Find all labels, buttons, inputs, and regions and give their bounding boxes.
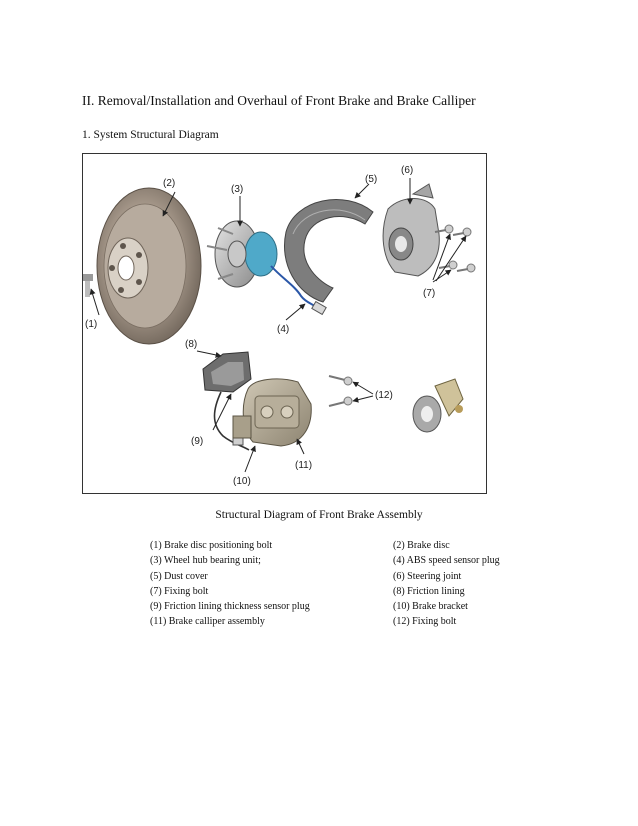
legend-item: (9) Friction lining thickness sensor plug [150, 601, 310, 613]
legend-item: (1) Brake disc positioning bolt [150, 540, 273, 551]
callout-7: (7) [423, 288, 436, 299]
legend-item: (12) Fixing bolt [393, 616, 457, 628]
legend-item: (11) Brake calliper assembly [150, 616, 265, 628]
exploded-brake-illustration [83, 154, 487, 494]
callout-3: (3) [231, 184, 244, 195]
wheel-hub-bearing-part [207, 221, 277, 287]
callout-12: (12) [375, 390, 393, 401]
callout-6: (6) [401, 165, 414, 176]
section-title: II. Removal/Installation and Overhaul of Front Brake and Brake Calliper [82, 93, 476, 108]
callout-4: (4) [277, 324, 290, 335]
callout-2: (2) [163, 178, 176, 189]
brake-calliper-assembly-part [233, 379, 311, 446]
fixing-bolts-part [435, 225, 475, 272]
legend-item: (4) ABS speed sensor plug [393, 555, 500, 567]
legend-item: (2) Brake disc [393, 540, 450, 551]
legend-item: (8) Friction lining [393, 585, 465, 597]
figure-caption: Structural Diagram of Front Brake Assembly [215, 509, 423, 521]
positioning-bolt-part [83, 274, 93, 297]
dust-cover-part [284, 200, 373, 302]
legend-item: (7) Fixing bolt [150, 585, 209, 597]
callout-8: (8) [185, 339, 198, 350]
legend-item: (6) Steering joint [393, 570, 462, 582]
steering-joint-part [383, 184, 439, 276]
legend-item: (5) Dust cover [150, 570, 208, 582]
calliper-fixing-bolts-part [329, 376, 352, 406]
callout-5: (5) [365, 174, 378, 185]
legend-item: (3) Wheel hub bearing unit; [150, 555, 261, 567]
callout-1: (1) [85, 319, 98, 330]
callout-9: (9) [191, 436, 204, 447]
callout-11: (11) [295, 460, 313, 471]
legend-item: (10) Brake bracket [393, 601, 468, 613]
brake-disc-part [97, 188, 201, 344]
friction-lining-part [203, 352, 251, 392]
subsection-title: 1. System Structural Diagram [82, 129, 219, 141]
structural-diagram-figure [82, 153, 487, 494]
callout-10: (10) [233, 476, 251, 487]
hub-assembly-view-part [413, 379, 463, 432]
